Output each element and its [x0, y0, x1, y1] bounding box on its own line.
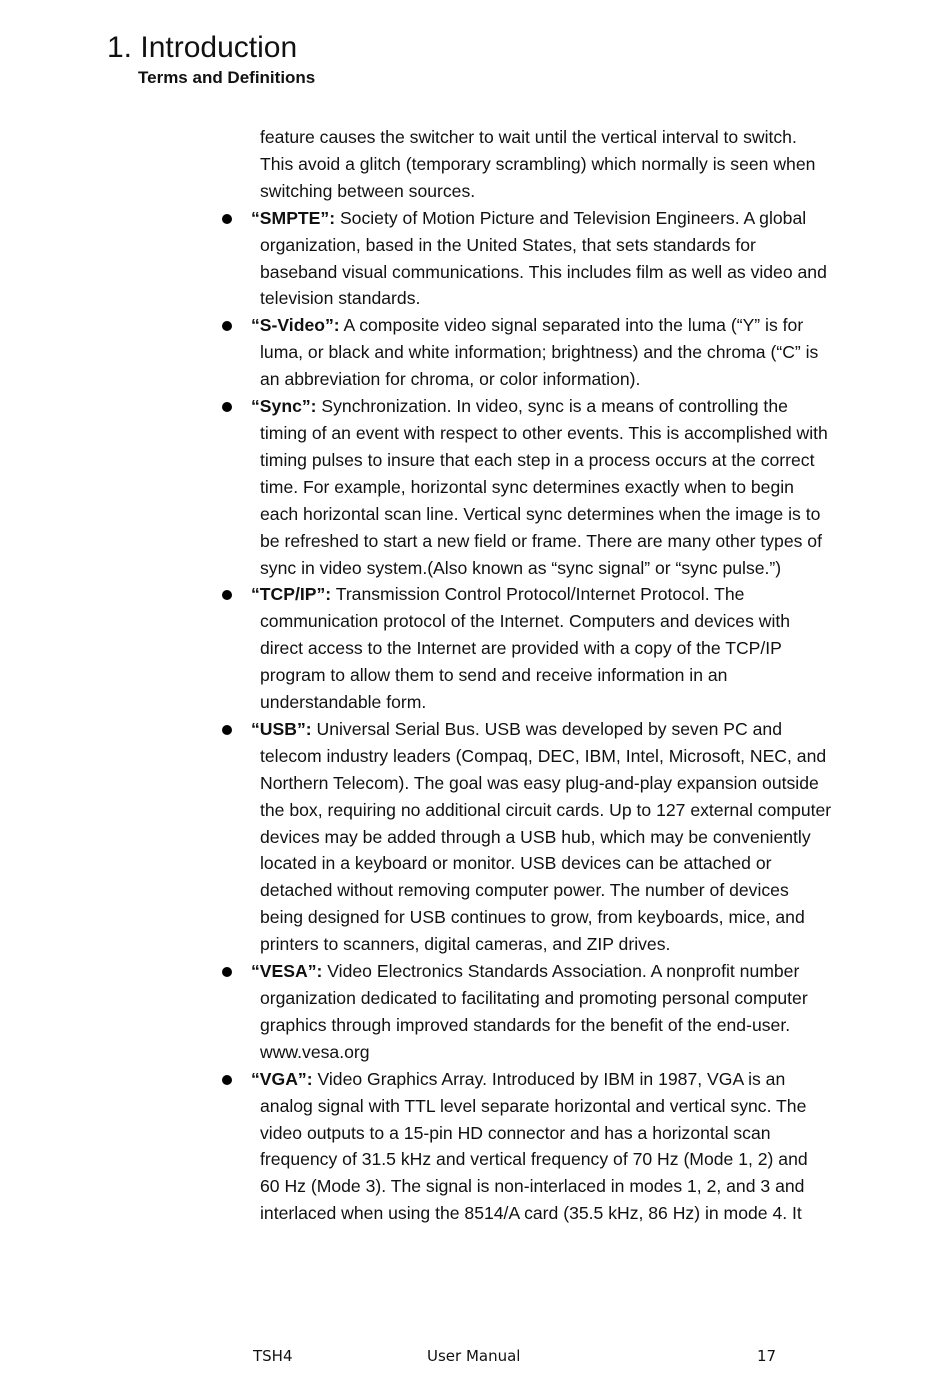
term-definition: Society of Motion Picture and Television Engineers. A global organization, based in the United States, that sets standards for baseband visual communications. This includes film as well as video and television standards.	[260, 207, 827, 309]
term-label: “USB”:	[251, 718, 312, 739]
section-title: Terms and Definitions	[138, 68, 316, 87]
term-s-video	[222, 312, 832, 393]
term-usb	[222, 716, 832, 958]
bullet-icon	[222, 590, 232, 600]
bullet-icon	[222, 321, 232, 331]
term-label: “SMPTE”:	[251, 207, 336, 228]
term-definition: Video Graphics Array. Introduced by IBM in 1987, VGA is an analog signal with TTL level separate horizontal and vertical sync. The video outputs to a 15-pin HD connector and has a horizontal scan frequency of 31.5 kHz and vertical frequency of 70 Hz (Mode 1, 2) and 60 Hz (Mode 3). The signal is non-interlaced in modes 1, 2, and 3 and interlaced when using the 8514/A card (35.5 kHz, 86 Hz) in mode 4. It	[260, 1068, 808, 1224]
term-label: “VESA”:	[251, 961, 323, 982]
term-sync	[222, 393, 832, 581]
definitions-body	[222, 124, 832, 1227]
term-definition: Video Electronics Standards Association. A nonprofit number organization dedicated to facilitating and promoting personal computer graphics through improved standards for the benefit of the end-user. www.vesa.org	[260, 961, 808, 1062]
bullet-icon	[222, 214, 232, 224]
footer-product: TSH4	[253, 1347, 293, 1365]
term-smpte	[222, 205, 832, 313]
term-definition: Universal Serial Bus. USB was developed by seven PC and telecom industry leaders (Compaq, DEC, IBM, Intel, Microsoft, NEC, and Northern Telecom). The goal was easy plug-and-play expansion outside the box, requiring no additional circuit cards. Up to 127 external computer devices may be added through a USB hub, which may be conveniently located in a keyboard or monitor. USB devices can be attached or detached without removing computer power. The number of devices being designed for USB continues to grow, from keyboards, mice, and printers to scanners, digital cameras, and ZIP drives.	[260, 718, 832, 955]
bullet-icon	[222, 1075, 232, 1085]
term-vesa	[222, 958, 832, 1066]
term-vga	[222, 1066, 832, 1227]
terms-list	[222, 205, 832, 1227]
footer-doc-title: User Manual	[427, 1347, 521, 1365]
footer-page-number: 17	[757, 1347, 777, 1365]
bullet-icon	[222, 967, 232, 977]
chapter-title: 1. Introduction	[107, 31, 298, 64]
term-label: “VGA”:	[251, 1068, 313, 1089]
term-tcp-ip	[222, 581, 832, 716]
term-label: “Sync”:	[251, 396, 317, 417]
bullet-icon	[222, 402, 232, 412]
term-definition: Synchronization. In video, sync is a means of controlling the timing of an event with respect to other events. This is accomplished with timing pulses to insure that each step in a process occurs at the correct time. For example, horizontal sync determines exactly when to begin each horizontal scan line. Vertical sync determines when the image is to be refreshed to start a new field or frame. There are many other types of sync in video system.(Also known as “sync signal” or “sync pulse.”)	[260, 396, 828, 578]
term-label: “TCP/IP”:	[251, 584, 332, 605]
continued-paragraph: feature causes the switcher to wait until the vertical interval to switch. This avoid a glitch (temporary scrambling) which normally is seen when switching between sources.	[260, 127, 816, 201]
term-definition: A composite video signal separated into the luma (“Y” is for luma, or black and white information; brightness) and the chroma (“C” is an abbreviation for chroma, or color information).	[260, 315, 819, 390]
term-definition: Transmission Control Protocol/Internet Protocol. The communication protocol of the Internet. Computers and devices with direct access to the Internet are provided with a copy of the TCP/IP program to allow them to send and receive information in an understandable form.	[260, 584, 791, 713]
bullet-icon	[222, 725, 232, 735]
term-label: “S-Video”:	[251, 315, 340, 336]
